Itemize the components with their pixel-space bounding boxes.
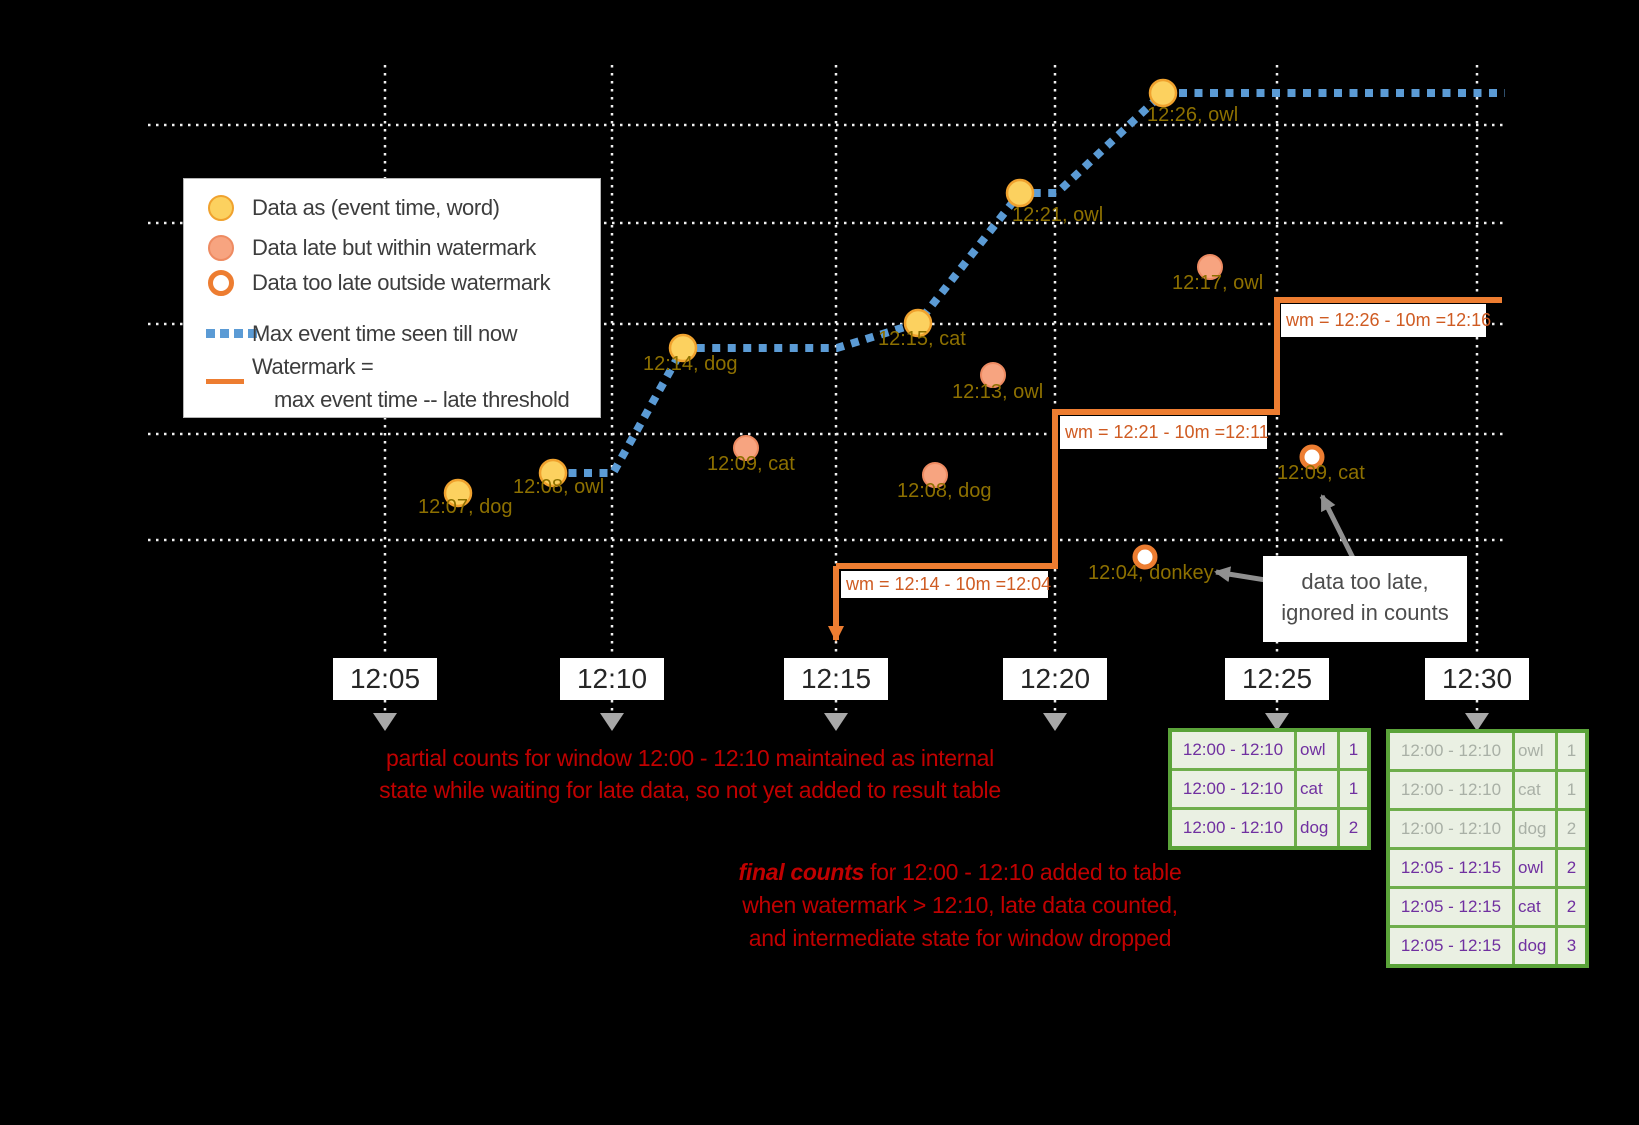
table-cell-window: 12:00 - 12:10 [1388, 731, 1514, 771]
too-late-callout [1263, 556, 1467, 642]
axis-arrow-icon [373, 713, 397, 731]
data-point-label: 12:08, owl [513, 476, 605, 498]
legend-ontime-icon [208, 195, 234, 221]
axis-arrow-icon [824, 713, 848, 731]
legend-toolate-icon [208, 270, 234, 296]
table-row [1388, 849, 1587, 888]
table-cell-word: cat [1514, 888, 1557, 927]
table-cell-count: 2 [1557, 810, 1588, 849]
data-point-ontime [1150, 80, 1176, 106]
table-cell-window: 12:05 - 12:15 [1388, 888, 1514, 927]
time-label-1215: 12:15 [784, 658, 888, 700]
table-row [1388, 731, 1587, 771]
table-cell-count: 1 [1557, 731, 1588, 771]
time-label-1205: 12:05 [333, 658, 437, 700]
data-point-label: 12:13, owl [952, 381, 1044, 403]
data-point-label: 12:26, owl [1147, 104, 1239, 126]
table-cell-word: cat [1296, 770, 1339, 809]
table-cell-count: 2 [1339, 809, 1370, 849]
legend-item-late: Data late but within watermark [252, 235, 536, 260]
legend-item-watermark: Watermark = [252, 354, 374, 379]
final-counts-emphasis: final counts [738, 859, 864, 885]
data-point-label: 12:04, donkey [1088, 562, 1214, 584]
table-row [1388, 771, 1587, 810]
table-cell-count: 1 [1339, 770, 1370, 809]
data-point-label: 12:15, cat [878, 328, 966, 350]
partial-counts-line2: state while waiting for late data, so not yet added to result table [379, 777, 1001, 803]
partial-counts-note [290, 742, 1090, 806]
table-cell-window: 12:00 - 12:10 [1170, 770, 1296, 809]
final-counts-line1-rest: for 12:00 - 12:10 added to table [864, 859, 1182, 885]
table-cell-word: owl [1296, 730, 1339, 770]
table-cell-count: 2 [1557, 888, 1588, 927]
table-cell-window: 12:00 - 12:10 [1388, 810, 1514, 849]
table-row [1388, 810, 1587, 849]
data-point-label: 12:08, dog [897, 480, 992, 502]
data-point-label: 12:09, cat [1277, 462, 1365, 484]
table-cell-window: 12:05 - 12:15 [1388, 849, 1514, 888]
legend [183, 178, 601, 418]
partial-counts-line1: partial counts for window 12:00 - 12:10 maintained as internal [386, 745, 994, 771]
too-late-callout-line1: data too late, [1301, 569, 1429, 594]
time-label-1230: 12:30 [1425, 658, 1529, 700]
axis-arrow-icon [1043, 713, 1067, 731]
table-cell-count: 2 [1557, 849, 1588, 888]
table-cell-window: 12:05 - 12:15 [1388, 927, 1514, 967]
table-cell-word: cat [1514, 771, 1557, 810]
data-point-label: 12:14, dog [643, 353, 738, 375]
final-result-table [1386, 729, 1589, 968]
table-cell-word: owl [1514, 731, 1557, 771]
table-row [1388, 927, 1587, 967]
final-counts-line2: when watermark > 12:10, late data counted, [742, 892, 1178, 918]
data-point-label: 12:07, dog [418, 496, 513, 518]
table-cell-window: 12:00 - 12:10 [1388, 771, 1514, 810]
data-point-label: 12:09, cat [707, 453, 795, 475]
legend-item-max-event: Max event time seen till now [252, 321, 518, 346]
table-cell-window: 12:00 - 12:10 [1170, 730, 1296, 770]
wm-label-1216: wm = 12:26 - 10m =12:16 [1281, 304, 1486, 337]
legend-item-watermark-2: max event time -- late threshold [274, 387, 570, 412]
table-row [1388, 888, 1587, 927]
table-cell-word: owl [1514, 849, 1557, 888]
time-label-1210: 12:10 [560, 658, 664, 700]
legend-max-event-line-icon [206, 329, 257, 338]
final-counts-line1 [700, 856, 1220, 889]
partial-result-table [1168, 728, 1371, 850]
time-label-1220: 12:20 [1003, 658, 1107, 700]
final-counts-note [700, 856, 1220, 955]
wm-label-1211: wm = 12:21 - 10m =12:11 [1060, 416, 1267, 449]
legend-item-toolate: Data too late outside watermark [252, 270, 551, 295]
too-late-callout-line2: ignored in counts [1281, 600, 1449, 625]
table-row [1170, 730, 1369, 770]
table-cell-word: dog [1514, 927, 1557, 967]
data-point-label: 12:17, owl [1172, 272, 1264, 294]
table-row [1170, 770, 1369, 809]
table-cell-count: 1 [1339, 730, 1370, 770]
legend-item-ontime: Data as (event time, word) [252, 195, 500, 220]
table-cell-count: 3 [1557, 927, 1588, 967]
axis-arrow-icon [600, 713, 624, 731]
table-cell-window: 12:00 - 12:10 [1170, 809, 1296, 849]
table-row [1170, 809, 1369, 849]
wm-label-1204: wm = 12:14 - 10m =12:04 [841, 571, 1048, 598]
data-point-ontime [1007, 180, 1033, 206]
final-counts-line3: and intermediate state for window dropped [748, 925, 1172, 951]
table-cell-word: dog [1296, 809, 1339, 849]
data-point-label: 12:21, owl [1012, 204, 1104, 226]
legend-watermark-line-icon [206, 379, 244, 384]
table-cell-word: dog [1514, 810, 1557, 849]
max-event-time-line [553, 93, 1505, 473]
table-cell-count: 1 [1557, 771, 1588, 810]
time-label-1225: 12:25 [1225, 658, 1329, 700]
legend-late-icon [208, 235, 234, 261]
